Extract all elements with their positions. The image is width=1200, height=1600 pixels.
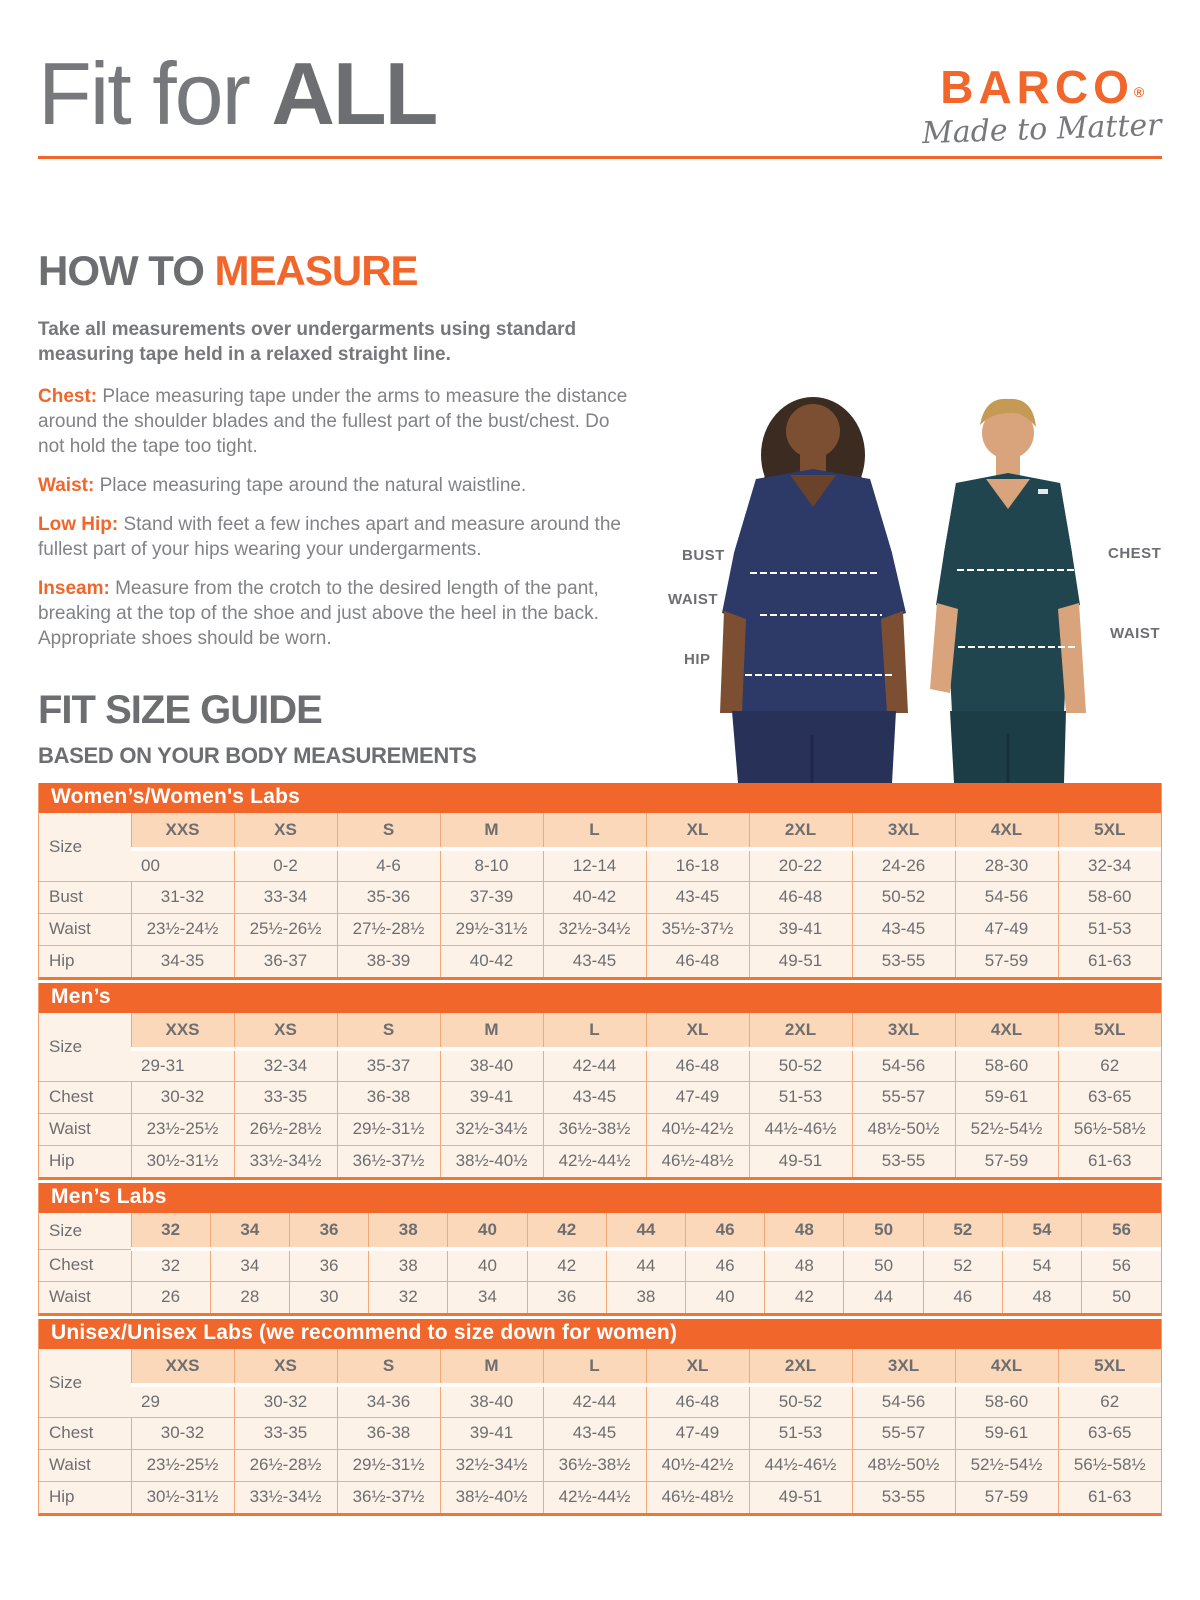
size-col-header: 2XL bbox=[749, 813, 852, 849]
table-body bbox=[39, 1417, 1161, 1513]
size-table-grid bbox=[39, 1213, 1161, 1313]
measurement-cell: 54-56 bbox=[955, 881, 1058, 913]
measurement-row bbox=[39, 1481, 1161, 1513]
fit-size-guide-heading: FIT SIZE GUIDE bbox=[38, 688, 322, 732]
numeric-size-cell: 28-30 bbox=[955, 849, 1058, 881]
how-to-measure-heading bbox=[38, 247, 630, 295]
measurement-row bbox=[39, 881, 1161, 913]
measurement-row bbox=[39, 1145, 1161, 1177]
numeric-size-cell: 29-31 bbox=[131, 1049, 234, 1081]
table-head bbox=[39, 1349, 1161, 1417]
numeric-size-cell: 50-52 bbox=[749, 1049, 852, 1081]
numeric-size-cell: 35-37 bbox=[337, 1049, 440, 1081]
measurement-row bbox=[39, 1113, 1161, 1145]
barco-logo-tagline: Made to Matter bbox=[921, 107, 1163, 152]
waist-measure-label: WAIST bbox=[668, 591, 718, 608]
measurement-cell: 42 bbox=[527, 1249, 606, 1281]
measurement-cell: 29½-31½ bbox=[337, 1449, 440, 1481]
numeric-size-cell: 16-18 bbox=[646, 849, 749, 881]
measurement-cell: 29½-31½ bbox=[440, 913, 543, 945]
how-to-measure-section bbox=[38, 247, 630, 665]
header-divider bbox=[38, 156, 1162, 159]
size-col-header: XS bbox=[234, 1349, 337, 1385]
measurement-cell: 47-49 bbox=[646, 1081, 749, 1113]
measurement-cell: 46 bbox=[686, 1249, 765, 1281]
size-col-header: L bbox=[543, 1349, 646, 1385]
size-col-header: 50 bbox=[844, 1213, 923, 1249]
numeric-size-cell: 4-6 bbox=[337, 849, 440, 881]
size-col-header: 54 bbox=[1002, 1213, 1081, 1249]
measurement-cell: 50-52 bbox=[852, 881, 955, 913]
measurement-cell: 32 bbox=[369, 1281, 448, 1313]
measurement-cell: 51-53 bbox=[749, 1081, 852, 1113]
measurement-cell: 43-45 bbox=[852, 913, 955, 945]
measurement-cell: 36-37 bbox=[234, 945, 337, 977]
measurement-cell: 26 bbox=[131, 1281, 210, 1313]
bust-measure-label: BUST bbox=[682, 547, 725, 564]
measure-item-text: Stand with feet a few inches apart and measure around the fullest part of your hips wearing your undergarments. bbox=[38, 514, 621, 560]
measurement-cell: 26½-28½ bbox=[234, 1449, 337, 1481]
measure-item-text: Place measuring tape around the natural waistline. bbox=[94, 475, 527, 496]
measurement-cell: 53-55 bbox=[852, 945, 955, 977]
models-photo bbox=[640, 383, 1200, 783]
row-label-cell: Hip bbox=[39, 1481, 131, 1513]
measurement-cell: 40-42 bbox=[440, 945, 543, 977]
measure-item-text: Measure from the crotch to the desired length of the pant, breaking at the top of the shoe and just above the heel in the back. Appropriate shoes should be worn. bbox=[38, 578, 599, 649]
row-label-cell: Waist bbox=[39, 913, 131, 945]
page-header bbox=[38, 44, 1163, 152]
size-col-header: 32 bbox=[131, 1213, 210, 1249]
measurement-cell: 33-35 bbox=[234, 1081, 337, 1113]
woman-photo bbox=[720, 397, 908, 783]
measurement-cell: 27½-28½ bbox=[337, 913, 440, 945]
table-head bbox=[39, 813, 1161, 881]
measurement-cell: 25½-26½ bbox=[234, 913, 337, 945]
numeric-size-cell: 34-36 bbox=[337, 1385, 440, 1417]
numeric-size-cell: 42-44 bbox=[543, 1049, 646, 1081]
measurement-cell: 36-38 bbox=[337, 1417, 440, 1449]
measurement-cell: 63-65 bbox=[1058, 1081, 1161, 1113]
measure-item-label: Low Hip: bbox=[38, 514, 119, 535]
measurement-cell: 40-42 bbox=[543, 881, 646, 913]
size-header-row bbox=[39, 1013, 1161, 1049]
size-col-header: M bbox=[440, 1349, 543, 1385]
measurement-cell: 44½-46½ bbox=[749, 1449, 852, 1481]
table-body bbox=[39, 1249, 1161, 1313]
measurement-cell: 26½-28½ bbox=[234, 1113, 337, 1145]
size-col-header: 42 bbox=[527, 1213, 606, 1249]
measurement-cell: 57-59 bbox=[955, 1481, 1058, 1513]
row-label-cell: Chest bbox=[39, 1249, 131, 1281]
size-col-header: 48 bbox=[765, 1213, 844, 1249]
measurement-cell: 40½-42½ bbox=[646, 1113, 749, 1145]
measurement-cell: 50 bbox=[844, 1249, 923, 1281]
size-col-header: 34 bbox=[210, 1213, 289, 1249]
measurement-cell: 56 bbox=[1082, 1249, 1161, 1281]
size-label-cell: Size bbox=[39, 1349, 131, 1417]
size-col-header: M bbox=[440, 813, 543, 849]
size-col-header: XS bbox=[234, 813, 337, 849]
measurement-cell: 44 bbox=[606, 1249, 685, 1281]
measurement-cell: 32½-34½ bbox=[543, 913, 646, 945]
measure-item-text: Place measuring tape under the arms to measure the distance around the shoulder blades and the fullest part of the bust/chest. Do not hold the tape too tight. bbox=[38, 386, 628, 457]
hip-measure-label: HIP bbox=[684, 651, 711, 668]
measurement-cell: 43-45 bbox=[543, 945, 646, 977]
size-col-header: 3XL bbox=[852, 1349, 955, 1385]
measurement-cell: 30 bbox=[289, 1281, 368, 1313]
size-table-1 bbox=[38, 983, 1162, 1180]
measurement-cell: 31-32 bbox=[131, 881, 234, 913]
measurement-cell: 46½-48½ bbox=[646, 1481, 749, 1513]
measurement-cell: 47-49 bbox=[955, 913, 1058, 945]
numeric-size-cell: 50-52 bbox=[749, 1385, 852, 1417]
size-col-header: XS bbox=[234, 1013, 337, 1049]
numeric-size-cell: 12-14 bbox=[543, 849, 646, 881]
numeric-size-row bbox=[39, 1049, 1161, 1081]
row-label-cell: Hip bbox=[39, 1145, 131, 1177]
row-label-cell: Waist bbox=[39, 1113, 131, 1145]
numeric-size-cell: 46-48 bbox=[646, 1049, 749, 1081]
numeric-size-cell: 58-60 bbox=[955, 1049, 1058, 1081]
measurement-cell: 34 bbox=[448, 1281, 527, 1313]
size-col-header: XL bbox=[646, 813, 749, 849]
measurement-row bbox=[39, 1081, 1161, 1113]
numeric-size-cell: 8-10 bbox=[440, 849, 543, 881]
size-col-header: 36 bbox=[289, 1213, 368, 1249]
measurement-cell: 42½-44½ bbox=[543, 1481, 646, 1513]
measurement-cell: 55-57 bbox=[852, 1081, 955, 1113]
size-col-header: 2XL bbox=[749, 1013, 852, 1049]
measurement-cell: 35-36 bbox=[337, 881, 440, 913]
measurement-cell: 30-32 bbox=[131, 1417, 234, 1449]
measurement-cell: 48½-50½ bbox=[852, 1449, 955, 1481]
measurement-cell: 52½-54½ bbox=[955, 1113, 1058, 1145]
row-label-cell: Waist bbox=[39, 1449, 131, 1481]
numeric-size-cell: 54-56 bbox=[852, 1385, 955, 1417]
measurement-cell: 54 bbox=[1002, 1249, 1081, 1281]
size-col-header: 3XL bbox=[852, 1013, 955, 1049]
measurement-cell: 36 bbox=[527, 1281, 606, 1313]
size-table-grid bbox=[39, 813, 1161, 977]
measurement-cell: 46-48 bbox=[646, 945, 749, 977]
table-body bbox=[39, 1081, 1161, 1177]
measurement-cell: 63-65 bbox=[1058, 1417, 1161, 1449]
numeric-size-cell: 0-2 bbox=[234, 849, 337, 881]
measurement-cell: 42 bbox=[765, 1281, 844, 1313]
measurement-cell: 39-41 bbox=[440, 1081, 543, 1113]
measurement-cell: 55-57 bbox=[852, 1417, 955, 1449]
page-title-light: Fit for bbox=[38, 44, 272, 143]
measurement-cell: 38½-40½ bbox=[440, 1145, 543, 1177]
table-title: Men’s Labs bbox=[39, 1183, 1161, 1213]
numeric-size-cell: 54-56 bbox=[852, 1049, 955, 1081]
measurement-cell: 61-63 bbox=[1058, 1145, 1161, 1177]
measure-item-label: Waist: bbox=[38, 475, 95, 496]
size-table-grid bbox=[39, 1349, 1161, 1513]
measurement-cell: 23½-25½ bbox=[131, 1449, 234, 1481]
size-col-header: XL bbox=[646, 1349, 749, 1385]
size-col-header: XXS bbox=[131, 813, 234, 849]
measurement-cell: 29½-31½ bbox=[337, 1113, 440, 1145]
size-table-grid bbox=[39, 1013, 1161, 1177]
numeric-size-cell: 62 bbox=[1058, 1385, 1161, 1417]
size-col-header: 56 bbox=[1082, 1213, 1161, 1249]
measurement-cell: 34 bbox=[210, 1249, 289, 1281]
measurement-cell: 35½-37½ bbox=[646, 913, 749, 945]
size-col-header: S bbox=[337, 1013, 440, 1049]
measurement-cell: 42½-44½ bbox=[543, 1145, 646, 1177]
size-col-header: 44 bbox=[606, 1213, 685, 1249]
measurement-cell: 43-45 bbox=[543, 1081, 646, 1113]
barco-logo-wordmark bbox=[922, 61, 1162, 113]
measurement-cell: 23½-24½ bbox=[131, 913, 234, 945]
row-label-cell: Bust bbox=[39, 881, 131, 913]
measurement-cell: 46 bbox=[923, 1281, 1002, 1313]
measurement-cell: 50 bbox=[1082, 1281, 1161, 1313]
measurement-cell: 34-35 bbox=[131, 945, 234, 977]
size-col-header: 4XL bbox=[955, 813, 1058, 849]
numeric-size-cell: 32-34 bbox=[234, 1049, 337, 1081]
measure-item-inseam bbox=[38, 576, 630, 651]
page-title-bold: ALL bbox=[271, 44, 437, 143]
size-col-header: XXS bbox=[131, 1013, 234, 1049]
measure-item-waist bbox=[38, 473, 630, 498]
size-tables bbox=[38, 783, 1162, 1519]
measurement-cell: 52 bbox=[923, 1249, 1002, 1281]
measurement-cell: 36½-37½ bbox=[337, 1481, 440, 1513]
numeric-size-cell: 42-44 bbox=[543, 1385, 646, 1417]
size-table-0 bbox=[38, 783, 1162, 980]
measurement-cell: 38 bbox=[606, 1281, 685, 1313]
numeric-size-cell: 00 bbox=[131, 849, 234, 881]
numeric-size-row bbox=[39, 1385, 1161, 1417]
numeric-size-cell: 46-48 bbox=[646, 1385, 749, 1417]
chest-measure-label: CHEST bbox=[1108, 545, 1162, 562]
numeric-size-cell: 29 bbox=[131, 1385, 234, 1417]
measurement-cell: 61-63 bbox=[1058, 1481, 1161, 1513]
measurement-cell: 53-55 bbox=[852, 1145, 955, 1177]
size-label-cell: Size bbox=[39, 1013, 131, 1081]
size-col-header: 46 bbox=[686, 1213, 765, 1249]
size-col-header: 52 bbox=[923, 1213, 1002, 1249]
row-label-cell: Hip bbox=[39, 945, 131, 977]
measurement-cell: 47-49 bbox=[646, 1417, 749, 1449]
size-col-header: L bbox=[543, 813, 646, 849]
size-header-row bbox=[39, 1213, 1161, 1249]
measurement-cell: 40½-42½ bbox=[646, 1449, 749, 1481]
numeric-size-row bbox=[39, 849, 1161, 881]
measurement-cell: 61-63 bbox=[1058, 945, 1161, 977]
fit-size-guide-heading-block bbox=[38, 688, 477, 769]
measurement-row bbox=[39, 1417, 1161, 1449]
measurement-cell: 52½-54½ bbox=[955, 1449, 1058, 1481]
numeric-size-cell: 20-22 bbox=[749, 849, 852, 881]
size-col-header: 5XL bbox=[1058, 1013, 1161, 1049]
measurement-cell: 44½-46½ bbox=[749, 1113, 852, 1145]
measurement-cell: 56½-58½ bbox=[1058, 1113, 1161, 1145]
measurement-cell: 36½-38½ bbox=[543, 1113, 646, 1145]
size-col-header: L bbox=[543, 1013, 646, 1049]
size-col-header: XL bbox=[646, 1013, 749, 1049]
measurement-cell: 57-59 bbox=[955, 1145, 1058, 1177]
measurement-cell: 57-59 bbox=[955, 945, 1058, 977]
table-body bbox=[39, 881, 1161, 977]
measure-item-lowhip bbox=[38, 512, 630, 562]
numeric-size-cell: 62 bbox=[1058, 1049, 1161, 1081]
measurement-cell: 48 bbox=[1002, 1281, 1081, 1313]
measurement-row bbox=[39, 1281, 1161, 1313]
size-col-header: 4XL bbox=[955, 1013, 1058, 1049]
measurement-cell: 43-45 bbox=[543, 1417, 646, 1449]
measurement-cell: 43-45 bbox=[646, 881, 749, 913]
size-col-header: 2XL bbox=[749, 1349, 852, 1385]
table-title: Unisex/Unisex Labs (we recommend to size down for women) bbox=[39, 1319, 1161, 1349]
row-label-cell: Waist bbox=[39, 1281, 131, 1313]
size-header-row bbox=[39, 1349, 1161, 1385]
numeric-size-cell: 38-40 bbox=[440, 1385, 543, 1417]
table-head bbox=[39, 1013, 1161, 1081]
measurement-cell: 23½-25½ bbox=[131, 1113, 234, 1145]
measurement-cell: 28 bbox=[210, 1281, 289, 1313]
measurement-cell: 39-41 bbox=[440, 1417, 543, 1449]
measurement-cell: 36½-37½ bbox=[337, 1145, 440, 1177]
size-label-cell: Size bbox=[39, 813, 131, 881]
size-col-header: M bbox=[440, 1013, 543, 1049]
measurement-cell: 30½-31½ bbox=[131, 1481, 234, 1513]
measurement-cell: 56½-58½ bbox=[1058, 1449, 1161, 1481]
measurement-cell: 48 bbox=[765, 1249, 844, 1281]
measurement-row bbox=[39, 1449, 1161, 1481]
measure-item-chest bbox=[38, 384, 630, 459]
measurement-cell: 37-39 bbox=[440, 881, 543, 913]
table-title: Men’s bbox=[39, 983, 1161, 1013]
measurement-cell: 32 bbox=[131, 1249, 210, 1281]
measurement-cell: 58-60 bbox=[1058, 881, 1161, 913]
measurement-row bbox=[39, 913, 1161, 945]
size-col-header: XXS bbox=[131, 1349, 234, 1385]
measurement-cell: 49-51 bbox=[749, 1145, 852, 1177]
measurement-cell: 46-48 bbox=[749, 881, 852, 913]
measurement-cell: 33½-34½ bbox=[234, 1145, 337, 1177]
numeric-size-cell: 32-34 bbox=[1058, 849, 1161, 881]
measurement-cell: 40 bbox=[448, 1249, 527, 1281]
man-photo bbox=[930, 399, 1100, 783]
measure-intro: Take all measurements over undergarments using standard measuring tape held in a relaxed straight line. bbox=[38, 319, 577, 365]
numeric-size-cell: 24-26 bbox=[852, 849, 955, 881]
measurement-cell: 33-34 bbox=[234, 881, 337, 913]
measurement-cell: 33½-34½ bbox=[234, 1481, 337, 1513]
measure-item-label: Chest: bbox=[38, 386, 98, 407]
measure-item-label: Inseam: bbox=[38, 578, 110, 599]
table-title: Women’s/Women's Labs bbox=[39, 783, 1161, 813]
size-col-header: S bbox=[337, 813, 440, 849]
numeric-size-cell: 38-40 bbox=[440, 1049, 543, 1081]
measurement-cell: 46½-48½ bbox=[646, 1145, 749, 1177]
size-header-row bbox=[39, 813, 1161, 849]
size-col-header: 38 bbox=[369, 1213, 448, 1249]
size-col-header: 40 bbox=[448, 1213, 527, 1249]
measurement-cell: 38-39 bbox=[337, 945, 440, 977]
measurement-cell: 51-53 bbox=[1058, 913, 1161, 945]
measurement-cell: 49-51 bbox=[749, 1481, 852, 1513]
numeric-size-cell: 58-60 bbox=[955, 1385, 1058, 1417]
measurement-cell: 59-61 bbox=[955, 1417, 1058, 1449]
measurement-cell: 48½-50½ bbox=[852, 1113, 955, 1145]
registered-trademark-icon: ® bbox=[1133, 84, 1145, 100]
measurement-cell: 49-51 bbox=[749, 945, 852, 977]
measurement-cell: 40 bbox=[686, 1281, 765, 1313]
measurement-cell: 36 bbox=[289, 1249, 368, 1281]
size-table-2 bbox=[38, 1183, 1162, 1316]
measurement-cell: 38½-40½ bbox=[440, 1481, 543, 1513]
measurement-cell: 59-61 bbox=[955, 1081, 1058, 1113]
measurement-cell: 30-32 bbox=[131, 1081, 234, 1113]
numeric-size-cell: 30-32 bbox=[234, 1385, 337, 1417]
measurement-cell: 39-41 bbox=[749, 913, 852, 945]
man-waist-measure-label: WAIST bbox=[1110, 625, 1160, 642]
fit-size-guide-subheading: BASED ON YOUR BODY MEASUREMENTS bbox=[38, 743, 477, 768]
measurement-cell: 38 bbox=[369, 1249, 448, 1281]
measurement-cell: 36½-38½ bbox=[543, 1449, 646, 1481]
size-table-3 bbox=[38, 1319, 1162, 1516]
measurement-row bbox=[39, 945, 1161, 977]
measurement-cell: 33-35 bbox=[234, 1417, 337, 1449]
measurement-cell: 32½-34½ bbox=[440, 1113, 543, 1145]
table-head bbox=[39, 1213, 1161, 1249]
measurement-cell: 30½-31½ bbox=[131, 1145, 234, 1177]
barco-logo bbox=[921, 61, 1163, 152]
size-col-header: 5XL bbox=[1058, 813, 1161, 849]
measurement-cell: 53-55 bbox=[852, 1481, 955, 1513]
size-col-header: 5XL bbox=[1058, 1349, 1161, 1385]
measurement-cell: 32½-34½ bbox=[440, 1449, 543, 1481]
row-label-cell: Chest bbox=[39, 1081, 131, 1113]
size-col-header: 3XL bbox=[852, 813, 955, 849]
measurement-cell: 51-53 bbox=[749, 1417, 852, 1449]
models-illustration bbox=[640, 383, 1200, 783]
size-col-header: S bbox=[337, 1349, 440, 1385]
heading-orange-part: MEASURE bbox=[214, 247, 418, 294]
heading-gray-part: HOW TO bbox=[38, 247, 215, 294]
size-label-cell: Size bbox=[39, 1213, 131, 1249]
size-col-header: 4XL bbox=[955, 1349, 1058, 1385]
measurement-row bbox=[39, 1249, 1161, 1281]
row-label-cell: Chest bbox=[39, 1417, 131, 1449]
barco-logo-text: BARCO bbox=[940, 61, 1134, 113]
measurement-cell: 44 bbox=[844, 1281, 923, 1313]
measurement-cell: 36-38 bbox=[337, 1081, 440, 1113]
